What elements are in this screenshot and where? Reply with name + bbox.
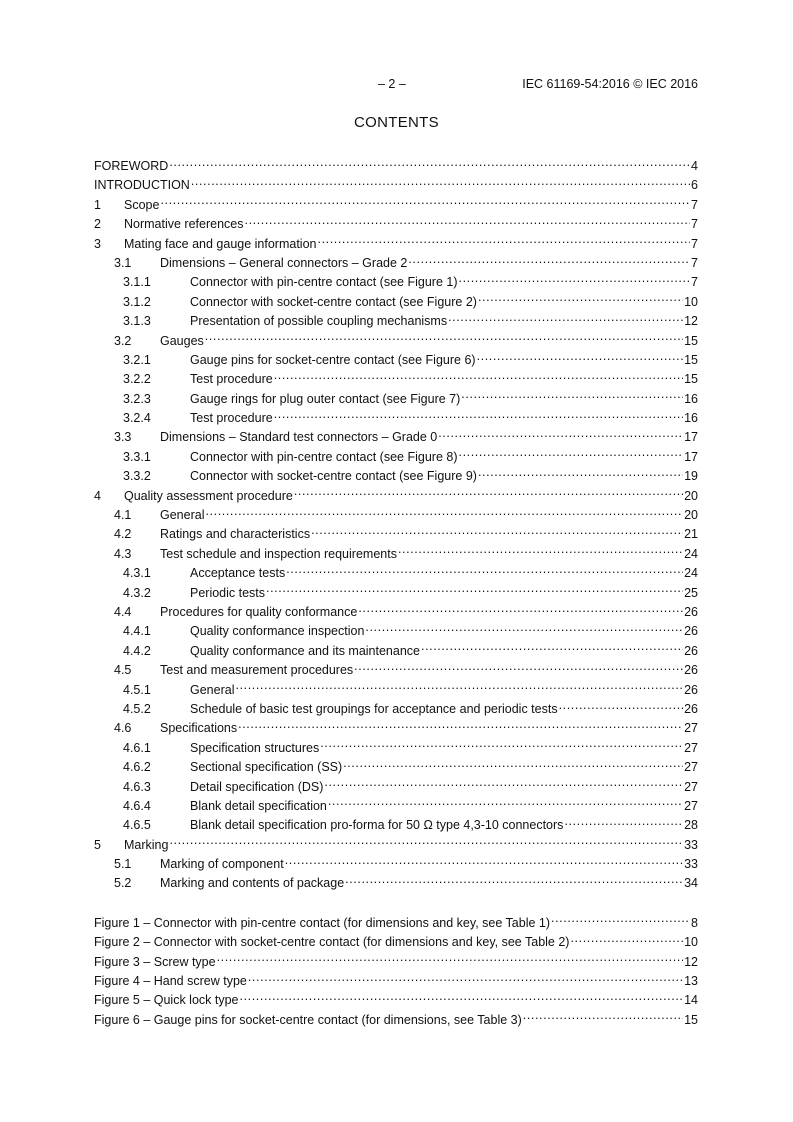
toc-entry-title: Specification structures xyxy=(190,740,320,755)
toc-entry-title: Gauge pins for socket-centre contact (see Figure 6) xyxy=(190,352,476,367)
toc-entry[interactable] xyxy=(94,351,698,370)
toc-entry-number: 3.2.3 xyxy=(123,391,151,406)
toc-entry-page: 15 xyxy=(684,352,698,367)
dot-leader xyxy=(169,837,683,849)
dot-leader xyxy=(328,798,683,810)
toc-entry-number: 4.4.1 xyxy=(123,624,151,639)
toc-entry-page: 16 xyxy=(684,411,698,426)
toc-entry-number: 4.2 xyxy=(114,527,132,542)
toc-entry-page: 17 xyxy=(684,430,698,445)
toc-entry-title: Gauge rings for plug outer contact (see Figure 7) xyxy=(190,391,461,406)
dot-leader xyxy=(345,875,683,887)
figure-entry-page: 10 xyxy=(684,935,698,950)
toc-entry-page: 34 xyxy=(684,876,698,891)
toc-entry-title: Test procedure xyxy=(190,372,273,387)
toc-entry[interactable] xyxy=(94,312,698,331)
page-number: – 2 – xyxy=(378,77,406,91)
toc-entry[interactable] xyxy=(94,332,698,351)
toc-entry-number: 4.6.3 xyxy=(123,779,151,794)
toc-entry-page: 15 xyxy=(684,372,698,387)
toc-entry-number: 4 xyxy=(94,488,101,503)
toc-entry-title: Blank detail specification xyxy=(190,798,327,813)
toc-entry[interactable] xyxy=(94,855,698,874)
dot-leader xyxy=(311,526,683,538)
toc-entry[interactable] xyxy=(94,176,698,195)
toc-entry[interactable] xyxy=(94,545,698,564)
figure-entry[interactable] xyxy=(94,914,698,933)
toc-entry-page: 26 xyxy=(684,701,698,716)
toc-entry-page: 19 xyxy=(684,469,698,484)
toc-entry-number: 3.1 xyxy=(114,255,132,270)
toc-entry-title: Scope xyxy=(124,197,160,212)
toc-entry[interactable] xyxy=(94,254,698,273)
dot-leader xyxy=(294,488,683,500)
dot-leader xyxy=(169,158,690,170)
dot-leader xyxy=(564,817,683,829)
toc-entry-number: 4.3 xyxy=(114,546,132,561)
toc-entry-page: 27 xyxy=(684,721,698,736)
toc-entry-page: 27 xyxy=(684,740,698,755)
toc-entry[interactable] xyxy=(94,642,698,661)
toc-entry-number: 4.6 xyxy=(114,721,132,736)
toc-entry[interactable] xyxy=(94,157,698,176)
toc-entry[interactable] xyxy=(94,836,698,855)
toc-entry-page: 4 xyxy=(691,159,698,173)
toc-entry-number: 3.2.1 xyxy=(123,352,151,367)
toc-entry-title: Quality conformance inspection xyxy=(190,624,365,639)
toc-entry-page: 7 xyxy=(691,236,698,251)
toc-entry-page: 7 xyxy=(691,197,698,212)
toc-entry-number: 4.4 xyxy=(114,604,132,619)
toc-entry-number: 4.3.2 xyxy=(123,585,151,600)
toc-entry-page: 26 xyxy=(684,682,698,697)
toc-entry-number: 5.1 xyxy=(114,857,132,872)
toc-entry[interactable] xyxy=(94,661,698,680)
toc-entry-page: 7 xyxy=(691,275,698,290)
toc-entry-number: 4.6.5 xyxy=(123,818,151,833)
toc-entry-page: 12 xyxy=(684,314,698,329)
toc-entry-title: Test schedule and inspection requirements xyxy=(160,546,397,561)
toc-entry[interactable] xyxy=(94,681,698,700)
toc-entry[interactable] xyxy=(94,719,698,738)
toc-entry-page: 10 xyxy=(684,294,698,309)
toc-entry-title: Dimensions – Standard test connectors – Grade 0 xyxy=(160,430,438,445)
toc-entry-title: FOREWORD xyxy=(94,159,169,173)
figure-entry[interactable] xyxy=(94,953,698,972)
toc-entry[interactable] xyxy=(94,778,698,797)
toc-entry-number: 3.3.1 xyxy=(123,449,151,464)
toc-entry-title: Connector with pin-centre contact (see Figure 1) xyxy=(190,275,458,290)
toc-entry-title: Marking xyxy=(124,837,169,852)
toc-entry[interactable] xyxy=(94,215,698,234)
toc-entry-number: 4.5 xyxy=(114,663,132,678)
dot-leader xyxy=(398,546,683,558)
dot-leader xyxy=(324,779,683,791)
toc-entry-title: Connector with pin-centre contact (see Figure 8) xyxy=(190,449,458,464)
toc-entry[interactable] xyxy=(94,564,698,583)
dot-leader xyxy=(459,449,684,461)
toc-entry[interactable] xyxy=(94,273,698,292)
toc-entry[interactable] xyxy=(94,874,698,893)
figure-entry-title: Figure 6 – Gauge pins for socket-centre contact (for dimensions, see Table 3) xyxy=(94,1012,522,1027)
toc-entry[interactable] xyxy=(94,467,698,486)
toc-entry-number: 5.2 xyxy=(114,876,132,891)
figure-entry-page: 13 xyxy=(684,974,698,989)
toc-entry-number: 3.1.3 xyxy=(123,314,151,329)
figure-entry[interactable] xyxy=(94,1011,698,1030)
figure-entry-page: 12 xyxy=(684,954,698,969)
toc-entry[interactable] xyxy=(94,525,698,544)
toc-entry-number: 3.1.2 xyxy=(123,294,151,309)
toc-entry-number: 2 xyxy=(94,217,101,232)
toc-entry-title: Quality conformance and its maintenance xyxy=(190,643,420,658)
toc-entry-number: 4.5.2 xyxy=(123,701,151,716)
table-of-contents xyxy=(94,157,698,1030)
toc-entry-number: 4.5.1 xyxy=(123,682,151,697)
toc-entry-title: Procedures for quality conformance xyxy=(160,604,358,619)
toc-entry-page: 25 xyxy=(684,585,698,600)
dot-leader xyxy=(448,313,683,325)
toc-entry-number: 3.2.4 xyxy=(123,411,151,426)
toc-entry-number: 3.1.1 xyxy=(123,275,151,290)
dot-leader xyxy=(408,255,690,267)
toc-entry-number: 4.4.2 xyxy=(123,643,151,658)
dot-leader xyxy=(551,915,690,927)
dot-leader xyxy=(235,682,683,694)
dot-leader xyxy=(320,740,683,752)
dot-leader xyxy=(217,954,684,966)
figure-entry-page: 15 xyxy=(684,1012,698,1027)
dot-leader xyxy=(274,371,683,383)
dot-leader xyxy=(343,759,683,771)
toc-entry-title: Normative references xyxy=(124,217,244,232)
toc-entry-title: Detail specification (DS) xyxy=(190,779,324,794)
toc-entry-title: Periodic tests xyxy=(190,585,266,600)
dot-leader xyxy=(478,294,683,306)
toc-entry-number: 5 xyxy=(94,837,101,852)
toc-entry-title: General xyxy=(190,682,235,697)
toc-entry-title: Blank detail specification pro-forma for 50 Ω type 4,3-10 connectors xyxy=(190,818,564,833)
toc-entry-page: 16 xyxy=(684,391,698,406)
toc-entry-page: 33 xyxy=(684,857,698,872)
toc-entry[interactable] xyxy=(94,293,698,312)
dot-leader xyxy=(274,410,683,422)
toc-entry[interactable] xyxy=(94,700,698,719)
dot-leader xyxy=(160,197,690,209)
toc-entry-number: 4.6.2 xyxy=(123,760,151,775)
toc-entry-number: 3.2 xyxy=(114,333,132,348)
dot-leader xyxy=(318,236,691,248)
toc-entry[interactable] xyxy=(94,797,698,816)
dot-leader xyxy=(523,1012,683,1024)
dot-leader xyxy=(354,662,683,674)
toc-entry-title: Mating face and gauge information xyxy=(124,236,317,251)
dot-leader xyxy=(438,429,683,441)
toc-entry[interactable] xyxy=(94,196,698,215)
toc-entry[interactable] xyxy=(94,448,698,467)
toc-entry-page: 27 xyxy=(684,779,698,794)
toc-entry-title: Presentation of possible coupling mechanisms xyxy=(190,314,448,329)
toc-entry[interactable] xyxy=(94,409,698,428)
section-gap xyxy=(94,894,698,914)
toc-entry-title: Specifications xyxy=(160,721,238,736)
toc-entry-page: 15 xyxy=(684,333,698,348)
figure-entry-title: Figure 1 – Connector with pin-centre contact (for dimensions and key, see Table 1) xyxy=(94,915,551,930)
dot-leader xyxy=(285,856,683,868)
toc-entry-page: 7 xyxy=(691,217,698,232)
toc-entry-page: 26 xyxy=(684,663,698,678)
dot-leader xyxy=(365,623,683,635)
toc-entry-number: 3 xyxy=(94,236,101,251)
toc-entry-title: Test procedure xyxy=(190,411,273,426)
toc-entry-title: Connector with socket-centre contact (see Figure 2) xyxy=(190,294,477,309)
toc-entry-title: Marking of component xyxy=(160,857,284,872)
figure-entry-title: Figure 4 – Hand screw type xyxy=(94,974,247,989)
toc-entry[interactable] xyxy=(94,487,698,506)
toc-entry[interactable] xyxy=(94,758,698,777)
toc-entry-title: Schedule of basic test groupings for acceptance and periodic tests xyxy=(190,701,558,716)
dot-leader xyxy=(477,352,684,364)
dot-leader xyxy=(191,177,690,189)
toc-entry-page: 21 xyxy=(684,527,698,542)
toc-entry[interactable] xyxy=(94,428,698,447)
toc-entry-page: 26 xyxy=(684,604,698,619)
toc-entry-title: Dimensions – General connectors – Grade 2 xyxy=(160,255,408,270)
dot-leader xyxy=(478,468,683,480)
toc-entry-number: 3.3 xyxy=(114,430,132,445)
toc-entry-number: 3.3.2 xyxy=(123,469,151,484)
dot-leader xyxy=(559,701,684,713)
toc-entry-number: 3.2.2 xyxy=(123,372,151,387)
figure-entry-page: 8 xyxy=(691,915,698,930)
dot-leader xyxy=(570,934,683,946)
dot-leader xyxy=(266,585,683,597)
toc-entry-number: 4.6.4 xyxy=(123,798,151,813)
figure-entry-title: Figure 5 – Quick lock type xyxy=(94,993,239,1008)
toc-entry-page: 26 xyxy=(684,624,698,639)
standard-identifier: IEC 61169-54:2016 © IEC 2016 xyxy=(522,77,698,91)
toc-entry-page: 27 xyxy=(684,798,698,813)
toc-entry-title: Test and measurement procedures xyxy=(160,663,354,678)
toc-entry-page: 20 xyxy=(684,508,698,523)
toc-entry-title: Connector with socket-centre contact (see Figure 9) xyxy=(190,469,477,484)
toc-entry-page: 17 xyxy=(684,449,698,464)
toc-entry-title: Gauges xyxy=(160,333,204,348)
figure-entry[interactable] xyxy=(94,972,698,991)
toc-entry-page: 26 xyxy=(684,643,698,658)
toc-entry-title: Sectional specification (SS) xyxy=(190,760,343,775)
toc-entry-page: 20 xyxy=(684,488,698,503)
dot-leader xyxy=(238,720,683,732)
figure-entry-title: Figure 2 – Connector with socket-centre contact (for dimensions and key, see Table 2) xyxy=(94,935,570,950)
toc-entry-page: 28 xyxy=(684,818,698,833)
toc-entry-title: INTRODUCTION xyxy=(94,178,190,193)
toc-entry-number: 4.3.1 xyxy=(123,566,151,581)
toc-entry-title: Ratings and characteristics xyxy=(160,527,311,542)
dot-leader xyxy=(358,604,683,616)
figure-entry[interactable] xyxy=(94,933,698,952)
toc-entry[interactable] xyxy=(94,390,698,409)
dot-leader xyxy=(461,391,683,403)
toc-entry[interactable] xyxy=(94,603,698,622)
toc-entry-page: 24 xyxy=(684,566,698,581)
dot-leader xyxy=(248,973,683,985)
dot-leader xyxy=(205,333,683,345)
dot-leader xyxy=(240,992,684,1004)
toc-entry-title: General xyxy=(160,508,205,523)
dot-leader xyxy=(205,507,683,519)
toc-entry-title: Marking and contents of package xyxy=(160,876,345,891)
toc-entry[interactable] xyxy=(94,584,698,603)
toc-entry[interactable] xyxy=(94,622,698,641)
toc-entry-number: 4.1 xyxy=(114,508,132,523)
toc-entry[interactable] xyxy=(94,235,698,254)
dot-leader xyxy=(421,643,683,655)
toc-entry-page: 24 xyxy=(684,546,698,561)
toc-entry-page: 27 xyxy=(684,760,698,775)
figure-entry-page: 14 xyxy=(684,993,698,1008)
contents-title: CONTENTS xyxy=(354,114,439,131)
toc-entry-page: 6 xyxy=(691,178,698,193)
toc-entry-number: 1 xyxy=(94,197,101,212)
toc-entry-number: 4.6.1 xyxy=(123,740,151,755)
toc-entry[interactable] xyxy=(94,370,698,389)
toc-entry-title: Acceptance tests xyxy=(190,566,286,581)
figure-entry-title: Figure 3 – Screw type xyxy=(94,954,216,969)
toc-entry[interactable] xyxy=(94,739,698,758)
dot-leader xyxy=(245,216,691,228)
toc-entry[interactable] xyxy=(94,506,698,525)
dot-leader xyxy=(286,565,683,577)
toc-entry-title: Quality assessment procedure xyxy=(124,488,293,503)
dot-leader xyxy=(459,274,691,286)
toc-entry[interactable] xyxy=(94,816,698,835)
toc-entry-page: 33 xyxy=(684,837,698,852)
toc-entry-page: 7 xyxy=(691,255,698,270)
figure-entry[interactable] xyxy=(94,991,698,1010)
